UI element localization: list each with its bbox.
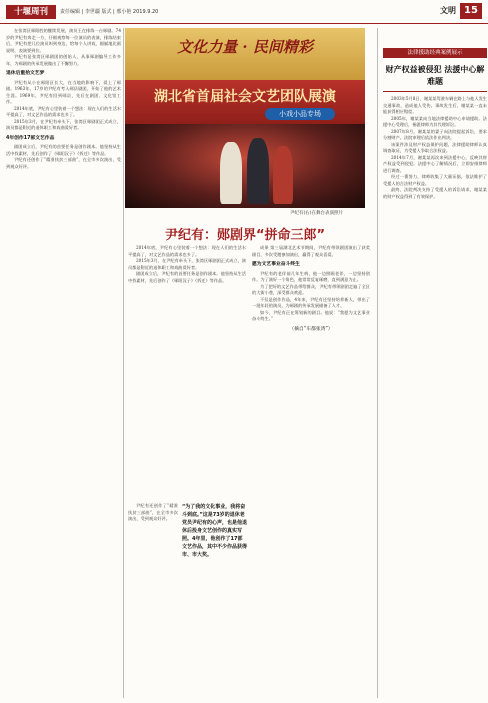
paragraph: 不仅是创作作品，4年来，尹纪有还坚持培养新人，带出了一批年轻的演员，为郧剧的传承发展储备了人才。 <box>252 296 370 308</box>
editor-meta: 责任编辑 | 李世疆 版式 | 邢小艳 2019.9.20 <box>60 9 159 15</box>
paragraph: 2007年8月，谢某某的妻子向法院提起诉讼，要求分割财产。法院审理后依法作出判决。 <box>383 128 487 140</box>
paragraph: 尹纪有从小在郧阳区长大，在当地的影响下，爱上了郧剧。1963年，17岁的尹纪有考入郧县剧团，开始了他的艺术生涯。1969年，尹纪有回到郧县，先后在剧团、文化馆工作。 <box>6 79 121 104</box>
middle-column <box>252 245 370 695</box>
article-title: 尹纪有：郧剧界“拼命三郎” <box>165 228 326 243</box>
stage-scene <box>125 124 365 208</box>
paragraph: 2005年，谢某某向当地法律援助中心申请援助。法援中心受理后，指派律师为其代理诉讼。 <box>383 115 487 127</box>
paragraph: 尹纪有的老伴前几年生病，他一边照顾老伴，一边坚持创作。为了演好一个角色，他常常反复琢磨，直到满意为止。 <box>252 270 370 282</box>
sidebar-section-label: 法律援助经典案例展示 <box>383 48 487 58</box>
article-photo <box>125 28 365 208</box>
lower-left-column <box>128 503 178 698</box>
paragraph: 最终，法院判决支持了受援人的诉讼请求，谢某某的财产权益得到了有效保护。 <box>383 187 487 199</box>
column-divider <box>377 28 378 698</box>
left-column <box>6 28 121 698</box>
source-note: （摘自“车都张湾”） <box>289 326 333 332</box>
sidebar-title: 财产权益被侵犯 法援中心解难题 <box>385 65 485 86</box>
paragraph: 为了把好的文艺作品带给群众，尹纪有带领剧团走遍了全区的大街小巷，深受群众欢迎。 <box>252 283 370 295</box>
paragraph: 2014年底，尹纪有心里装着一个想法：现在人们的生活水平提高了，对文艺作品的需求也多了。 <box>6 105 121 117</box>
banner-tag: 小戏小品专场 <box>265 108 335 120</box>
paragraph: 尹纪有还创作了“精准扶贫三部曲”，在全市多次演出，受到观众好评。 <box>6 157 121 169</box>
paragraph: 经过一番努力，律师收集了大量证据，依法维护了受援人的合法财产权益。 <box>383 174 487 186</box>
middle-left-column <box>128 245 246 495</box>
paragraph: 2015年3月，在尹纪有牵头下，张湾区郧剧团正式成立，演员都是附近的退休职工和戏曲爱好者。 <box>6 118 121 130</box>
paragraph: 2014年7月，谢某某再次来到法援中心，反映其财产权益受到侵犯。法援中心了解情况后，立即安排律师进行调查。 <box>383 154 487 173</box>
column-divider <box>123 28 124 698</box>
paragraph: 在张湾区郧阳腔的继续发展，演员王在排练一台郧剧。74岁的尹纪有奔走一方，仔细观察每一位演员的表演，排练结束后，尹纪有把几位演员叫到身边，给每个人讲戏，细腻地比画说明，表演要到位。 <box>6 28 121 53</box>
section-label: 文明 <box>440 6 456 15</box>
paragraph: 尹纪有是张湾区郧剧团的创始人，从事郧剧编导工作多年，为郧剧的传承发展做出了不懈努力。 <box>6 54 121 66</box>
brand-label: 十堰周刊 <box>6 5 56 19</box>
subheading: 退休后重拾文艺梦 <box>6 71 45 76</box>
paragraph: 如今，尹纪有正在筹划新的剧目。他说：“我愿为文艺事业奋斗终生。” <box>252 309 370 321</box>
paragraph: 该案件涉及财产权益保护问题，法律援助律师认真调查取证，为受援人争取合法权益。 <box>383 141 487 153</box>
performer-figure <box>220 142 242 204</box>
subheading: 愿为文艺事业奋斗终生 <box>252 262 300 267</box>
page-number: 15 <box>460 3 482 19</box>
paragraph: 2015年3月，在尹纪有牵头下，张湾区郧剧团正式成立，演员都是附近的退休职工和戏曲爱好者。 <box>128 258 246 270</box>
paragraph: 剧团成立后，尹纪有的首要任务是创作剧本。他坚持从生活中找素材，先后创作了《郧阳汉子》《拆迁》等作品。 <box>128 271 246 283</box>
performer-figure <box>273 146 293 204</box>
paragraph: 2014年底，尹纪有心里装着一个想法：现在人们的生活水平提高了，对文艺作品的需求也多了。 <box>128 245 246 257</box>
pull-quote: “为了我的文化事业，我将奋斗到底。”这是73岁的退休老党员尹纪有的心声，也是他退休后投身文艺创作的真实写照。4年里，他创作了17部文艺作品，其中不少作品获得市、市大奖。 <box>182 504 248 558</box>
banner-slogan: 文化力量 · 民间精彩 <box>177 38 313 56</box>
sidebar-column <box>383 96 487 698</box>
performer-figure <box>247 138 269 204</box>
paragraph: 剧团成立后，尹纪有的首要任务是创作剧本。他坚持从生活中找素材，先后创作了《郧阳汉子》《拆迁》等作品。 <box>6 144 121 156</box>
subheading: 4年创作17部文艺作品 <box>6 135 55 141</box>
photo-caption: 尹纪有(右)在舞台表演照片 <box>290 211 344 216</box>
page-header <box>0 0 488 24</box>
paragraph: 2003年5月8日，谢某某驾驶车辆在路上与他人发生交通事故，造成他人受伤。事故发生后，谢某某一直未能获得相应赔偿。 <box>383 96 487 114</box>
banner-event-title: 湖北省首届社会文艺团队展演 <box>154 89 336 105</box>
paragraph: 尹纪有还创作了“精准扶贫三部曲”，在全市多次演出，受到观众好评。 <box>128 503 178 521</box>
paragraph: 成果 第三届湖北艺术节期间，尹纪有带领剧团演出了获奖剧目，多次受邀参加演出，赢得了观众喜爱。 <box>252 245 370 257</box>
sidebar-rule <box>383 91 487 92</box>
